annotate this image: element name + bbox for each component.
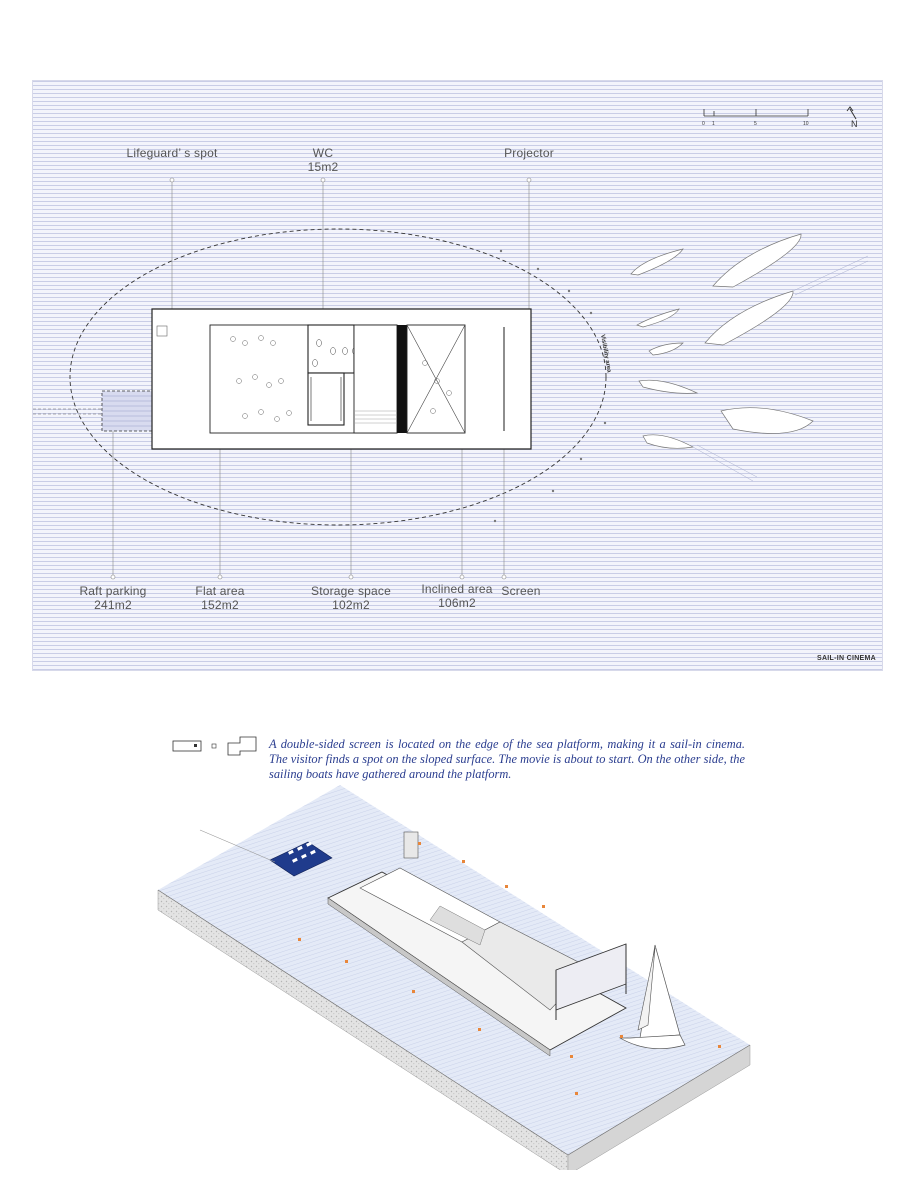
north-arrow-icon <box>847 107 856 119</box>
boat-wakes <box>693 256 868 481</box>
label-screen: Screen <box>501 584 541 598</box>
label-storage-space: Storage space 102m2 <box>311 584 391 612</box>
label-inclined-area: Inclined area 106m2 <box>421 582 493 610</box>
description-text: A double-sided screen is located on the edge of the sea platform, making it a sail-in cinema. The visitor finds a spot on the sloped surface. The movie is about to start. On the other side, the sailing boats have gathered around the platform. <box>269 737 745 782</box>
scale-tick-0: 0 <box>702 121 705 127</box>
label-lifeguard-spot: Lifeguard’ s spot <box>126 146 218 160</box>
label-flat-area: Flat area 152m2 <box>195 584 245 612</box>
scale-tick-1: 1 <box>712 121 715 127</box>
panel-title: SAIL-IN CINEMA <box>816 655 876 662</box>
scale-tick-5: 5 <box>754 121 757 127</box>
scale-bar <box>704 109 808 116</box>
label-wc: WC 15m2 <box>307 146 339 174</box>
platform-plan <box>152 309 531 449</box>
scale-tick-10: 10 <box>803 121 809 127</box>
label-raft-parking: Raft parking 241m2 <box>79 584 147 612</box>
label-projector: Projector <box>504 146 554 160</box>
raft-parking-pier <box>33 391 152 431</box>
axonometric-view <box>150 780 770 1170</box>
top-leader-lines <box>170 178 531 331</box>
site-plan-panel: Visibility area 0 1 5 10 N Lifeguard’ s spot WC 15m2 Projector Raft parking 241m2 Flat area 152m2 Storage space 102m2 Inclined area 106m2 Screen SAIL-IN CINEMA <box>32 80 883 671</box>
boats <box>631 234 813 448</box>
north-label: N <box>851 119 858 129</box>
key-plan-icon <box>172 733 262 763</box>
